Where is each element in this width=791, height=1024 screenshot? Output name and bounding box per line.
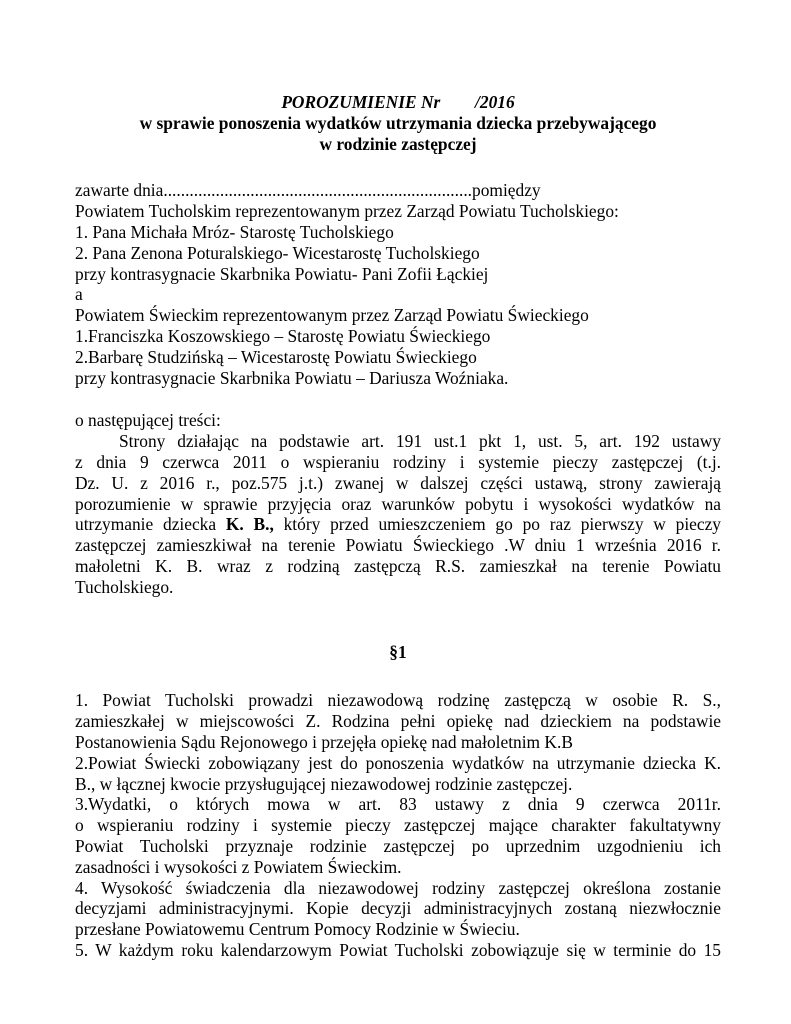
preamble-line: porozumienie w sprawie przyjęcia oraz warunków pobytu i wysokości wydatków na [75,493,721,514]
child-initials: K. B., [225,514,274,535]
document-page [75,92,721,961]
preamble-intro: o następującej treści: [75,410,221,431]
section-1-line: B., w łącznej kwocie przysługującej niezawodowej rodzinie zastępczej. [75,773,573,794]
section-1-line: 4. Wysokość świadczenia dla niezawodowej rodziny zastępczej określona zostanie [75,877,721,898]
preamble-line: zastępczej zamieszkiwał na terenie Powiatu Świeckiego .W dniu 1 września 2016 r. [75,535,721,556]
agreement-subject-line-1: w sprawie ponoszenia wydatków utrzymania dziecka przebywającego [139,112,657,133]
document-title [75,92,721,154]
section-1-line: decyzjami administracyjnymi. Kopie decyzji administracyjnych zostaną niezwłocznie [75,898,721,919]
section-1-line: Powiat Tucholski przyznaje rodzinie zastępczej po uprzednim uzgodnieniu ich [75,835,721,856]
parties-line: Powiatem Świeckim reprezentowanym przez Zarząd Powiatu Świeckiego [75,305,589,326]
section-1-line: Postanowienia Sądu Rejonowego i przejęła opiekę nad małoletnim K.B [75,731,573,752]
section-1-line: 2.Powiat Świecki zobowiązany jest do ponoszenia wydatków na utrzymanie dziecka K. [75,752,721,773]
parties-line: 2. Pana Zenona Poturalskiego- Wicestarostę Tucholskiego [75,242,480,263]
agreement-number-title: POROZUMIENIE Nr /2016 [281,92,515,112]
parties-line: przy kontrasygnacie Skarbnika Powiatu – Dariusza Woźniaka. [75,367,509,388]
preamble-text: utrzymanie dziecka [75,514,226,535]
parties-line: 1.Franciszka Koszowskiego – Starostę Powiatu Świeckiego [75,325,491,346]
parties-line: zawarte dnia.......................................................................pomiędzy [75,180,541,201]
section-1-line: przesłane Powiatowemu Centrum Pomocy Rodzinie w Świeciu. [75,919,520,940]
parties-line: 1. Pana Michała Mróz- Starostę Tucholskiego [75,221,394,242]
section-1-line: 5. W każdym roku kalendarzowym Powiat Tucholski zobowiązuje się w terminie do 15 [75,939,721,960]
preamble-line: Strony działając na podstawie art. 191 ust.1 pkt 1, ust. 5, art. 192 ustawy [119,431,721,452]
section-1-line: zasadności i wysokości z Powiatem Świeckim. [75,856,402,877]
parties-line: Powiatem Tucholskim reprezentowanym przez Zarząd Powiatu Tucholskiego: [75,201,619,222]
section-1-line: 1. Powiat Tucholski prowadzi niezawodową rodzinę zastępczą w osobie R. S., [75,690,721,711]
preamble-line [75,514,721,535]
parties-line: przy kontrasygnacie Skarbnika Powiatu- Pani Zofii Łąckiej [75,263,489,284]
preamble-line: małoletni K. B. wraz z rodziną zastępczą R.S. zamieszkał na terenie Powiatu [75,555,721,576]
parties-line: 2.Barbarę Studzińską – Wicestarostę Powiatu Świeckiego [75,346,477,367]
preamble-line: Dz. U. z 2016 r., poz.575 j.t.) zwanej w dalszej części ustawą, strony zawierają [75,472,721,493]
section-1-line: 3.Wydatki, o których mowa w art. 83 ustawy z dnia 9 czerwca 2011r. [75,794,721,815]
section-1-body [75,690,721,960]
preamble-line: z dnia 9 czerwca 2011 o wspieraniu rodziny i systemie pieczy zastępczej (t.j. [75,451,721,472]
section-heading: §1 [389,641,407,662]
preamble-text: który przed umieszczeniem go po raz pierwszy w pieczy [273,514,721,535]
preamble-line: Tucholskiego. [75,576,174,597]
section-1-line: zamieszkałej w miejscowości Z. Rodzina pełni opiekę nad dzieckiem na podstawie [75,711,721,732]
section-1-line: o wspieraniu rodziny i systemie pieczy zastępczej mające charakter fakultatywny [75,815,721,836]
parties-line: a [75,284,83,305]
parties-block [75,180,721,388]
preamble [75,410,721,597]
agreement-subject-line-2: w rodzinie zastępczej [319,133,477,154]
